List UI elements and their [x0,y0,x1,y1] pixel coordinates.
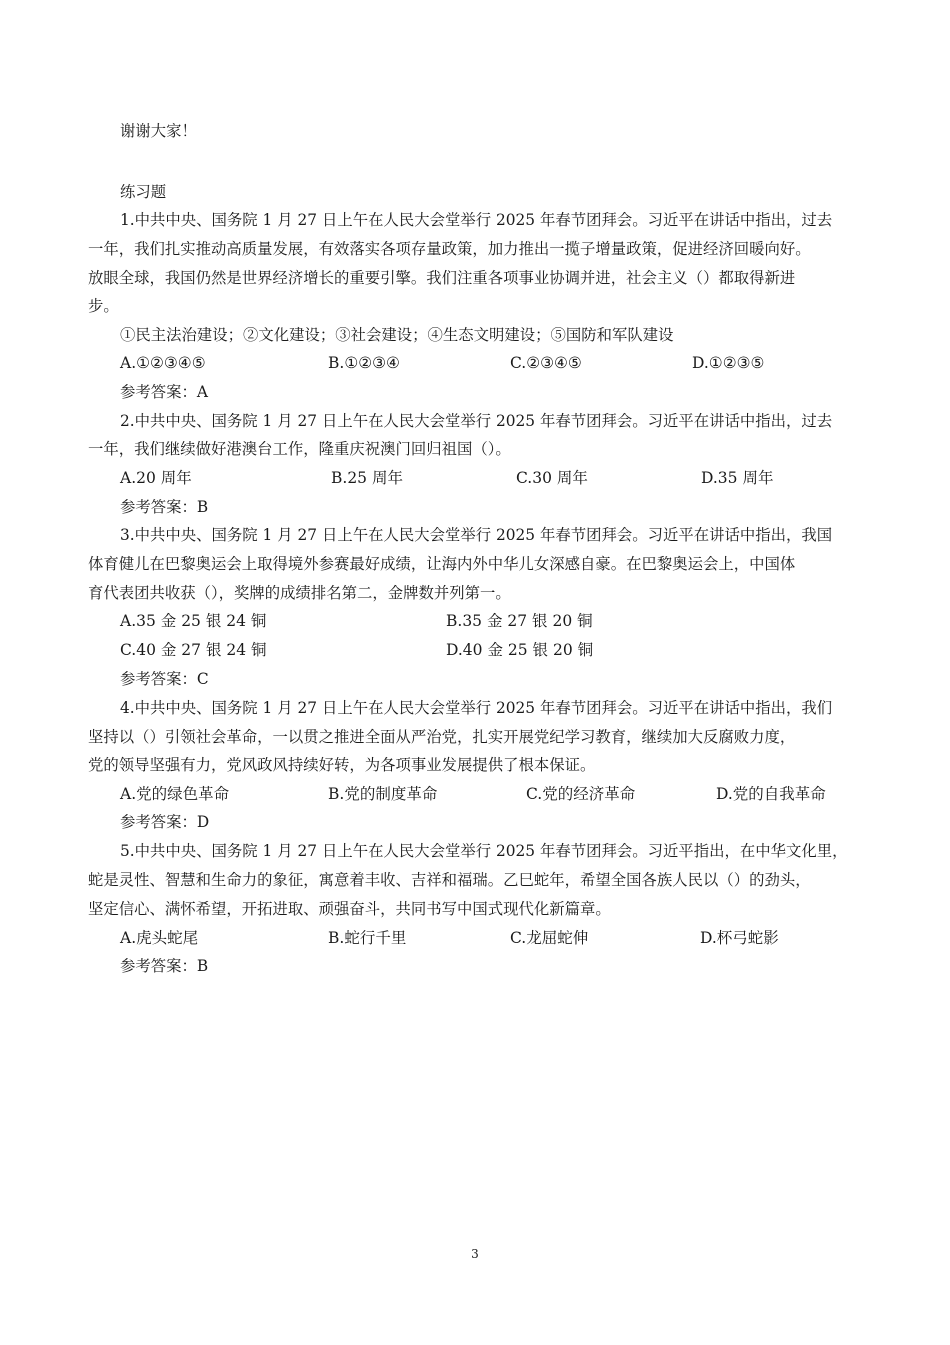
question-stem-line: 3.中共中央、国务院 1 月 27 日上午在人民大会堂举行 2025 年春节团拜会。习近平在讲话中指出，我国 [120,526,833,544]
question-stem-line: 坚持以（）引领社会革命，一以贯之推进全面从严治党，扎实开展党纪学习教育，继续加大反腐败力度， [88,728,796,746]
answer-line: 参考答案：B [120,498,209,516]
question-stem-line: 4.中共中央、国务院 1 月 27 日上午在人民大会堂举行 2025 年春节团拜会。习近平在讲话中指出，我们 [120,699,833,717]
option-b: B.35 金 27 银 20 铜 [446,612,593,630]
option-d: D.35 周年 [701,469,774,487]
question-stem-line: 坚定信心、满怀希望，开拓进取、顽强奋斗，共同书写中国式现代化新篇章。 [88,900,611,918]
option-a: A.虎头蛇尾 [120,929,199,947]
option-a: A.20 周年 [120,469,192,487]
answer-line: 参考答案：A [120,383,208,401]
question-stem-line: 步。 [88,297,119,315]
section-title: 练习题 [120,183,167,201]
answer-line: 参考答案：B [120,957,209,975]
option-b: B.蛇行千里 [328,929,407,947]
option-b: B.①②③④ [328,354,400,372]
option-d: D.党的自我革命 [716,785,826,803]
option-b: B.党的制度革命 [328,785,438,803]
option-a: A.①②③④⑤ [120,354,206,372]
question-stem-line: 蛇是灵性、智慧和生命力的象征，寓意着丰收、吉祥和福瑞。乙巳蛇年，希望全国各族人民以（）的劲头， [88,871,811,889]
question-stem-line: 2.中共中央、国务院 1 月 27 日上午在人民大会堂举行 2025 年春节团拜会。习近平在讲话中指出，过去 [120,412,833,430]
option-c: C.②③④⑤ [510,354,582,372]
option-c: C.30 周年 [516,469,588,487]
option-b: B.25 周年 [331,469,403,487]
option-c: C.龙屈蛇伸 [510,929,589,947]
answer-line: 参考答案：C [120,670,209,688]
question-stem-line: 党的领导坚强有力，党风政风持续好转，为各项事业发展提供了根本保证。 [88,756,596,774]
question-stem-line: 放眼全球，我国仍然是世界经济增长的重要引擎。我们注重各项事业协调并进，社会主义（）都取得新进 [88,269,796,287]
question-stem-line: 一年，我们继续做好港澳台工作，隆重庆祝澳门回归祖国（）。 [88,440,511,458]
question-stem-line: 一年，我们扎实推动高质量发展，有效落实各项存量政策，加力推出一揽子增量政策，促进经济回暖向好。 [88,240,811,258]
option-d: D.杯弓蛇影 [700,929,779,947]
question-stem-line: 5.中共中央、国务院 1 月 27 日上午在人民大会堂举行 2025 年春节团拜会。习近平指出，在中华文化里， [120,842,848,860]
option-c: C.党的经济革命 [526,785,636,803]
answer-line: 参考答案：D [120,813,210,831]
page-number: 3 [471,1247,479,1261]
question-stem-line: 育代表团共收获（），奖牌的成绩排名第二，金牌数并列第一。 [88,584,511,602]
option-a: A.党的绿色革命 [120,785,230,803]
question-stem-line: 体育健儿在巴黎奥运会上取得境外参赛最好成绩，让海内外中华儿女深感自豪。在巴黎奥运会上，中国体 [88,555,796,573]
closing-text: 谢谢大家！ [120,122,197,140]
option-c: C.40 金 27 银 24 铜 [120,641,267,659]
option-d: D.40 金 25 银 20 铜 [446,641,594,659]
option-d: D.①②③⑤ [692,354,765,372]
question-choices-list: ①民主法治建设；②文化建设；③社会建设；④生态文明建设；⑤国防和军队建设 [120,326,674,344]
question-stem-line: 1.中共中央、国务院 1 月 27 日上午在人民大会堂举行 2025 年春节团拜会。习近平在讲话中指出，过去 [120,211,833,229]
option-a: A.35 金 25 银 24 铜 [120,612,267,630]
